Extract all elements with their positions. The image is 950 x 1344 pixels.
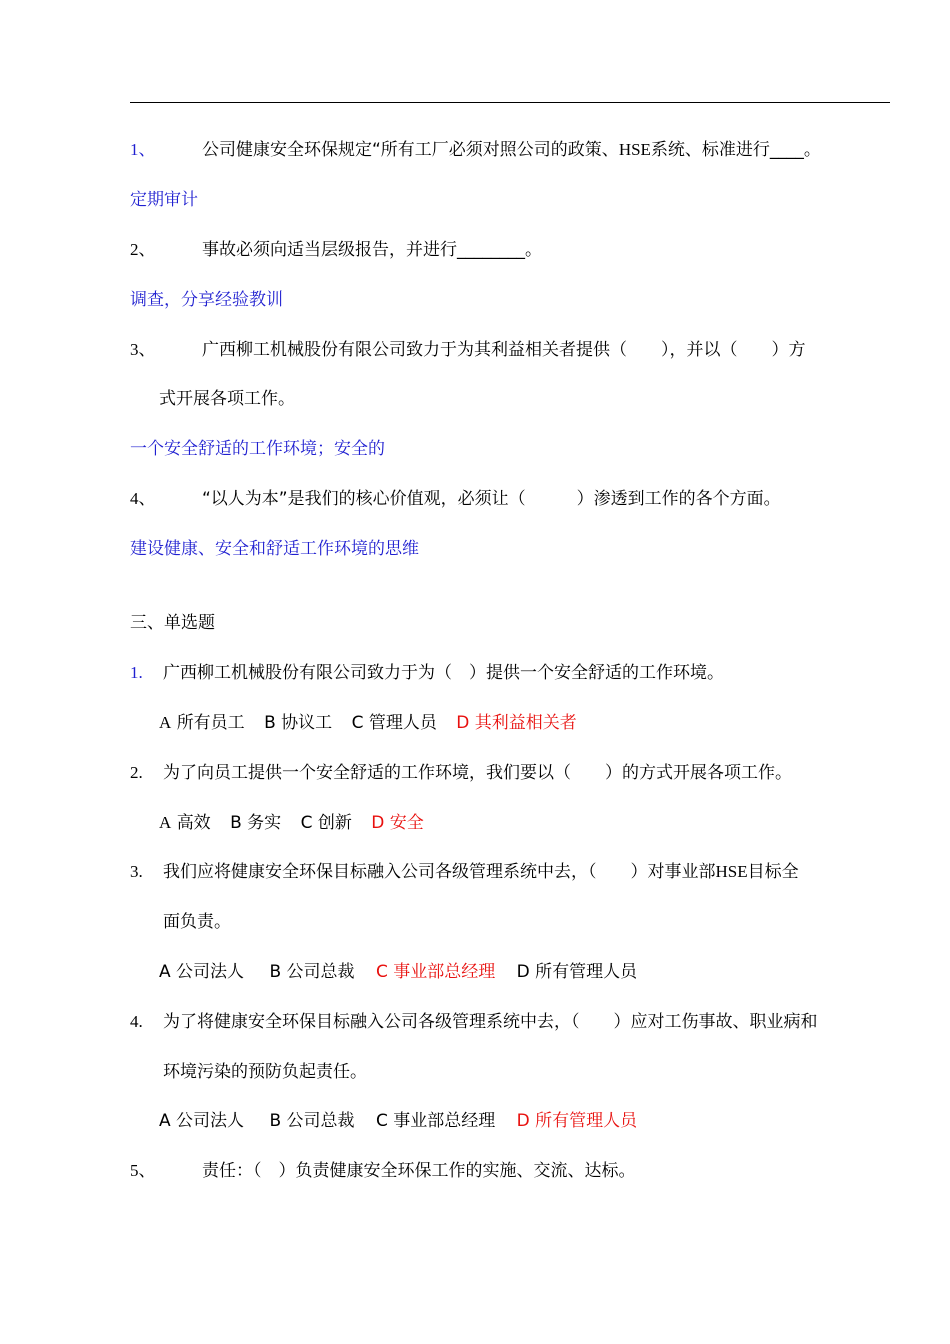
option-a-letter: A xyxy=(159,813,172,832)
option-a: 所有员工 xyxy=(176,713,245,733)
option-c: C 管理人员 xyxy=(351,713,437,733)
question-text: 公司健康安全环保规定“所有工厂必须对照公司的政策、 xyxy=(202,140,619,160)
question-text: HSE xyxy=(715,862,748,881)
option-c: C 创新 xyxy=(300,813,352,833)
choice-question-1 xyxy=(130,661,724,685)
option-b: B 协议工 xyxy=(264,713,333,733)
section-title: 三、单选题 xyxy=(130,613,215,633)
question-text: 责任：（ ）负责健康安全环保工作的实施、交流、达标。 xyxy=(202,1161,636,1181)
option-d-answer: D 安全 xyxy=(371,813,424,833)
option-d: D 所有管理人员 xyxy=(516,962,638,982)
options-row-1 xyxy=(159,711,577,735)
fill-question-1 xyxy=(130,138,821,162)
question-text: 系统、标准进行____。 xyxy=(650,140,821,160)
answer-1: 定期审计 xyxy=(130,190,198,210)
option-b: B 公司总裁 xyxy=(269,1111,355,1131)
answer-2: 调查，分享经验教训 xyxy=(130,290,283,310)
question-text: HSE xyxy=(618,140,651,159)
choice-question-2 xyxy=(130,761,792,785)
question-text: 广西柳工机械股份有限公司致力于为其利益相关者提供（ ），并以（ ）方 xyxy=(202,340,806,360)
question-number: 5、 xyxy=(130,1161,156,1180)
choice-question-3 xyxy=(130,860,799,884)
option-a: A 公司法人 xyxy=(159,1111,245,1131)
question-text: 为了将健康安全环保目标融入公司各级管理系统中去，（ ）应对工伤事故、职业病和 xyxy=(163,1012,818,1032)
option-a: 高效 xyxy=(176,813,211,833)
question-continuation: 环境污染的预防负起责任。 xyxy=(163,1062,367,1082)
answer-3: 一个安全舒适的工作环境；安全的 xyxy=(130,439,385,459)
question-text: 我们应将健康安全环保目标融入公司各级管理系统中去，（ ）对事业部 xyxy=(163,862,716,882)
option-c: C 事业部总经理 xyxy=(375,1111,496,1131)
header-rule xyxy=(130,102,890,103)
fill-question-3 xyxy=(130,338,806,362)
option-b: B 务实 xyxy=(230,813,282,833)
fill-question-2 xyxy=(130,238,542,262)
question-continuation: 面负责。 xyxy=(163,912,231,932)
option-b: B 公司总裁 xyxy=(269,962,355,982)
question-text: 事故必须向适当层级报告，并进行________。 xyxy=(202,240,542,260)
question-number: 1. xyxy=(130,663,143,682)
question-continuation: 式开展各项工作。 xyxy=(159,389,295,409)
option-c-answer: C 事业部总经理 xyxy=(375,962,496,982)
options-row-4 xyxy=(159,1109,637,1133)
fill-question-4 xyxy=(130,487,781,511)
question-number: 2. xyxy=(130,763,143,782)
question-number: 1、 xyxy=(130,140,156,159)
question-text: 为了向员工提供一个安全舒适的工作环境，我们要以（ ）的方式开展各项工作。 xyxy=(163,763,792,783)
question-text: “以人为本”是我们的核心价值观，必须让（ ）渗透到工作的各个方面。 xyxy=(202,489,781,509)
choice-question-4 xyxy=(130,1010,818,1034)
option-d-answer: D 所有管理人员 xyxy=(516,1111,638,1131)
question-number: 3. xyxy=(130,862,143,881)
options-row-2 xyxy=(159,811,424,835)
option-a-letter: A xyxy=(159,713,172,732)
question-number: 2、 xyxy=(130,240,156,259)
question-number: 3、 xyxy=(130,340,156,359)
question-number: 4. xyxy=(130,1012,143,1031)
question-text: 广西柳工机械股份有限公司致力于为（ ）提供一个安全舒适的工作环境。 xyxy=(163,663,724,683)
answer-4: 建设健康、安全和舒适工作环境的思维 xyxy=(130,539,419,559)
question-text: 目标全 xyxy=(747,862,799,882)
question-number: 4、 xyxy=(130,489,156,508)
choice-question-5 xyxy=(130,1159,636,1183)
option-d-answer: D 其利益相关者 xyxy=(456,713,577,733)
options-row-3 xyxy=(159,960,637,984)
option-a: A 公司法人 xyxy=(159,962,245,982)
